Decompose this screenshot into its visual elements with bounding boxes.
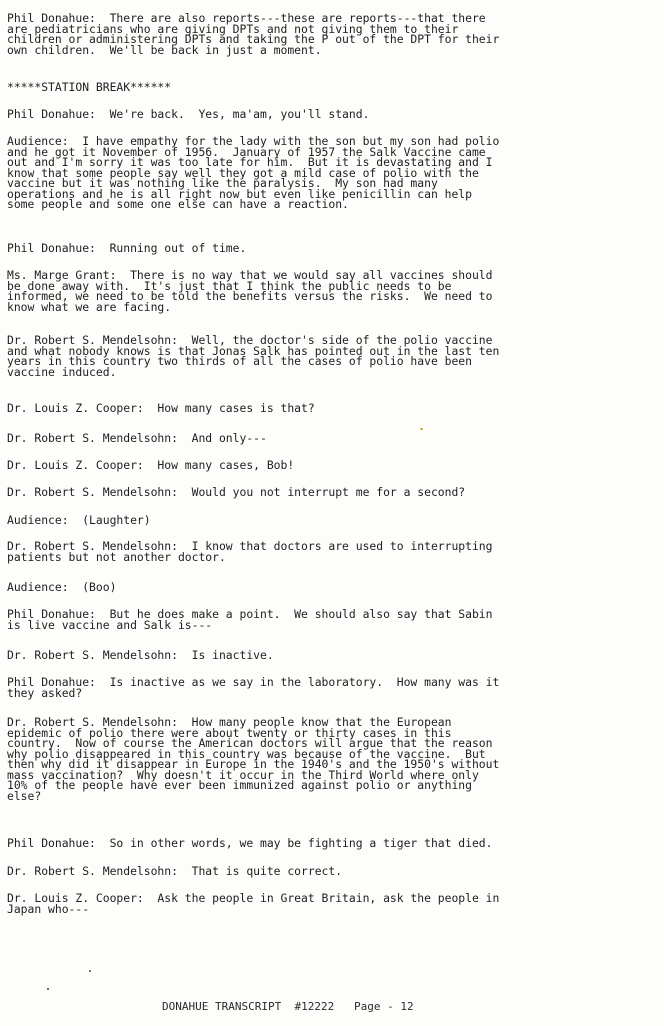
paragraph: Phil Donahue: Running out of time. xyxy=(7,241,247,255)
page-footer: DONAHUE TRANSCRIPT #12222 Page - 12 xyxy=(162,1000,414,1013)
paragraph: Phil Donahue: Is inactive as we say in the laboratory. How many was it they asked? xyxy=(7,675,500,700)
paragraph: Dr. Louis Z. Cooper: How many cases, Bob! xyxy=(7,458,295,472)
paragraph: *****STATION BREAK****** xyxy=(7,80,172,94)
paragraph: Dr. Robert S. Mendelsohn: How many people know that the European epidemic of polio there were about twenty or thirty cases in this country. Now of course the American doctors will argue that the reason why polio disappeared in this country was because of the vaccine. But then why did it disappear in Europe in the 1940's and the 1950's without mass vaccination? Why doesn't it occur in the Third World where only 10% of the people have ever been immunized against polio or anything else? xyxy=(7,715,500,803)
paragraph: Dr. Louis Z. Cooper: How many cases is that? xyxy=(7,401,315,415)
paragraph: Dr. Robert S. Mendelsohn: Well, the doctor's side of the polio vaccine and what nobody knows is that Jonas Salk has pointed out in the last ten years in this country two thirds of all the cases of polio have been vaccine induced. xyxy=(7,333,500,379)
ink-speck xyxy=(89,970,91,972)
ink-speck xyxy=(47,988,49,990)
paragraph: Ms. Marge Grant: There is no way that we would say all vaccines should be done away with. It's just that I think the public needs to be informed, we need to be told the benefits versus the risks. We need to know what we are facing. xyxy=(7,268,493,314)
paragraph: Dr. Robert S. Mendelsohn: Is inactive. xyxy=(7,648,274,662)
paragraph: Dr. Robert S. Mendelsohn: Would you not interrupt me for a second? xyxy=(7,485,466,499)
paragraph: Dr. Robert S. Mendelsohn: I know that doctors are used to interrupting patients but not another doctor. xyxy=(7,539,493,564)
ink-speck xyxy=(420,428,423,430)
paragraph: Audience: I have empathy for the lady with the son but my son had polio and he got it November of 1956. January of 1957 the Salk Vaccine came out and I'm sorry it was too late for him. But it is devastating and I know that some people say well they got a mild case of polio with the vaccine but it was nothing like the paralysis. My son had many operations and he is all right now but even like penicillin can help some people and some one else can have a reaction. xyxy=(7,134,500,211)
paragraph: Dr. Robert S. Mendelsohn: And only--- xyxy=(7,431,267,445)
paragraph: Audience: (Boo) xyxy=(7,580,117,594)
paragraph: Phil Donahue: So in other words, we may be fighting a tiger that died. xyxy=(7,836,493,850)
paragraph: Phil Donahue: There are also reports---these are reports---that there are pediatricians who are giving DPTs and not giving them to their children or administering DPTs and taking the P out of the DPT for their own children. We'll be back in just a moment. xyxy=(7,11,500,57)
paragraph: Audience: (Laughter) xyxy=(7,513,151,527)
paragraph: Dr. Louis Z. Cooper: Ask the people in Great Britain, ask the people in Japan who--- xyxy=(7,891,500,916)
paragraph: Phil Donahue: We're back. Yes, ma'am, you'll stand. xyxy=(7,107,370,121)
paragraph: Phil Donahue: But he does make a point. We should also say that Sabin is live vaccine and Salk is--- xyxy=(7,607,493,632)
paragraph: Dr. Robert S. Mendelsohn: That is quite correct. xyxy=(7,864,343,878)
